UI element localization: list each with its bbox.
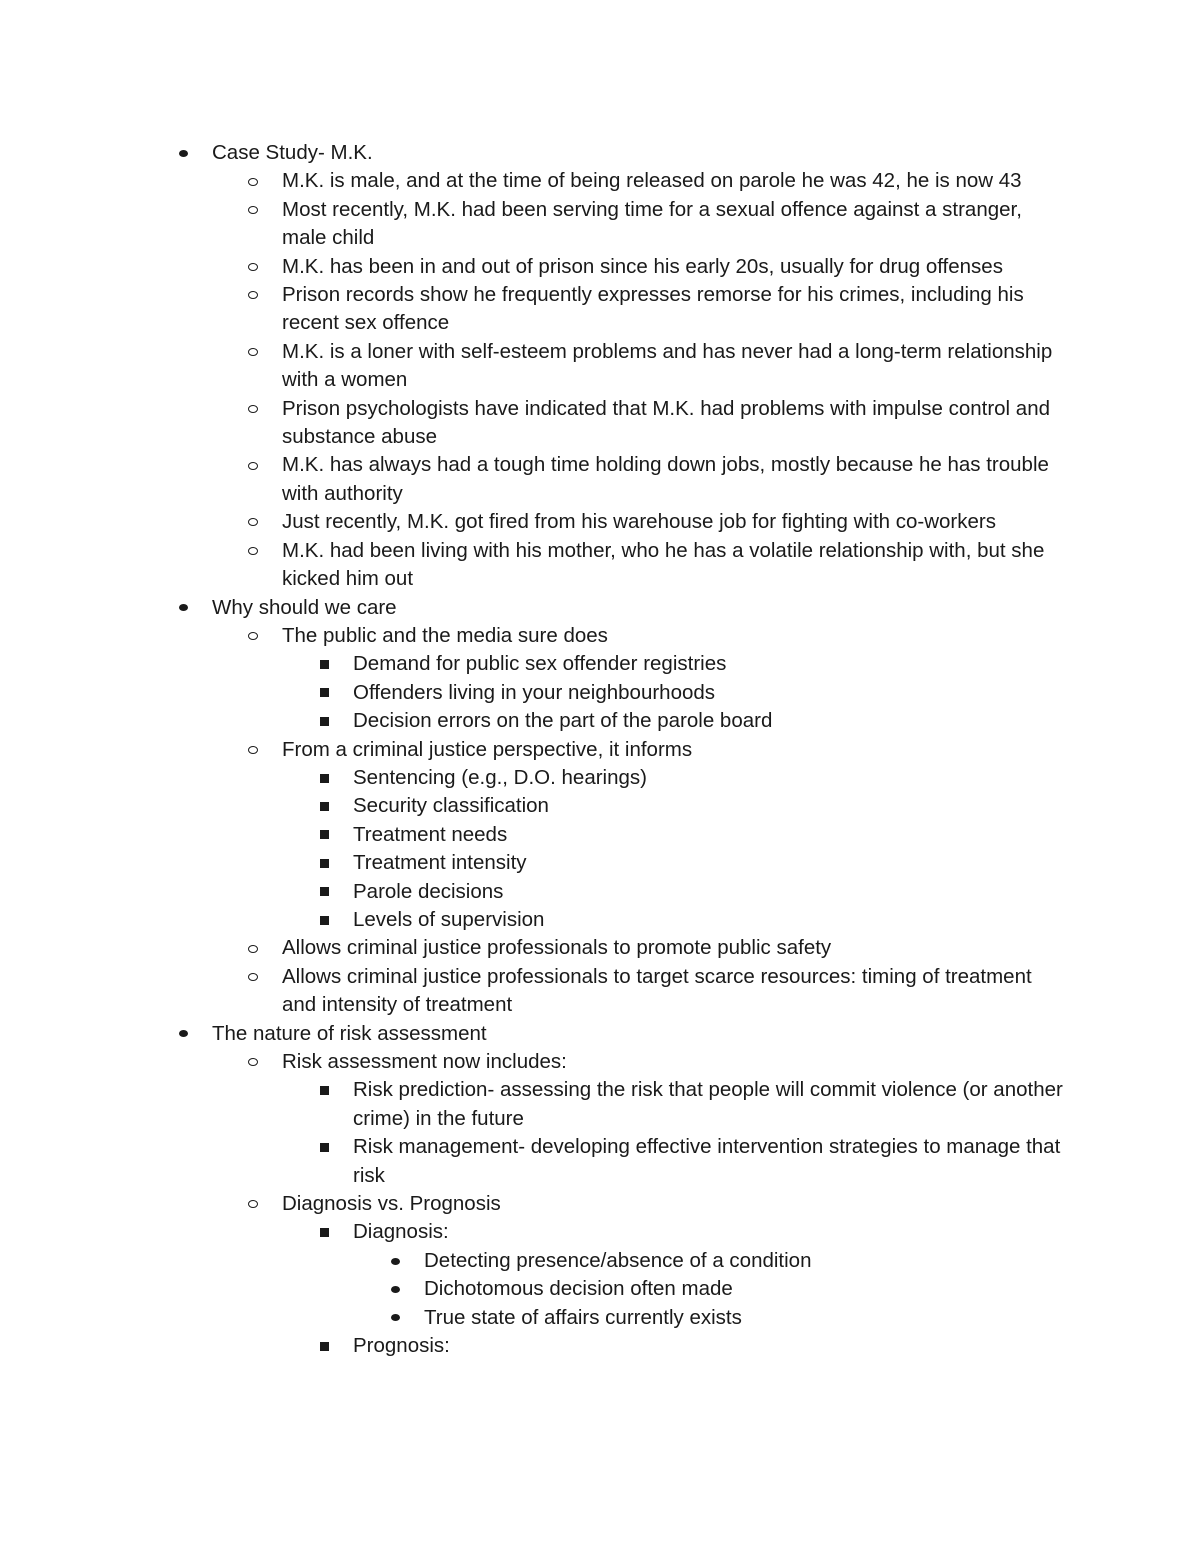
square-bullet-icon	[317, 679, 331, 707]
list-item	[353, 792, 1063, 820]
square-bullet-icon	[317, 821, 331, 849]
circle-bullet-icon	[246, 963, 260, 991]
circle-bullet-icon	[246, 508, 260, 536]
list-item	[282, 934, 1062, 962]
list-item	[282, 196, 1062, 253]
list-item	[282, 338, 1062, 395]
list-item-text: Prognosis:	[353, 1334, 450, 1358]
list-item	[282, 622, 1062, 736]
circle-bullet-icon	[246, 622, 260, 650]
square-bullet-icon	[317, 1332, 331, 1360]
list-item-text: Security classification	[353, 794, 549, 818]
circle-bullet-icon	[246, 451, 260, 479]
list-item-text: Sentencing (e.g., D.O. hearings)	[353, 765, 647, 789]
list-item	[353, 849, 1063, 877]
square-bullet-icon	[317, 878, 331, 906]
list-item-text: Prison records show he frequently expresses remorse for his crimes, including his recent sex offence	[282, 283, 1024, 335]
list-item-text: Dichotomous decision often made	[424, 1277, 733, 1301]
list-item-text: Parole decisions	[353, 879, 504, 903]
list-item-text: Risk assessment now includes:	[282, 1050, 567, 1073]
list-item-text: M.K. is a loner with self-esteem problems and has never had a long-term relationship with a women	[282, 339, 1053, 392]
square-bullet-icon	[317, 906, 331, 934]
list-item	[424, 1247, 1064, 1275]
square-bullet-icon	[317, 707, 331, 735]
list-item-text: M.K. has been in and out of prison since his early 20s, usually for drug offenses	[282, 254, 1003, 278]
document-page	[0, 139, 1200, 1360]
circle-bullet-icon	[246, 395, 260, 423]
disc-bullet-icon	[176, 139, 190, 167]
square-bullet-icon	[317, 1133, 331, 1161]
square-bullet-icon	[317, 650, 331, 678]
list-item	[282, 253, 1062, 281]
list-item	[353, 1218, 1063, 1332]
circle-bullet-icon	[246, 338, 260, 366]
list-item	[282, 395, 1062, 452]
list-item-text: True state of affairs currently exists	[424, 1305, 742, 1329]
list-item-text: M.K. is male, and at the time of being released on parole he was 42, he is now 43	[282, 169, 1022, 193]
disc-bullet-icon	[388, 1275, 402, 1303]
list-item	[424, 1304, 1064, 1332]
list-item	[282, 537, 1062, 594]
outline-list	[0, 139, 1200, 1360]
list-item	[282, 281, 1062, 338]
list-item-text: Prison psychologists have indicated that M.K. had problems with impulse control and substance abuse	[282, 396, 1051, 449]
list-item-text: Detecting presence/absence of a condition	[424, 1248, 812, 1272]
list-item	[282, 736, 1062, 935]
disc-bullet-icon	[176, 594, 190, 622]
list-item	[353, 878, 1063, 906]
circle-bullet-icon	[246, 537, 260, 565]
section-risk-assessment	[212, 1020, 1072, 1361]
list-item-text: Risk prediction- assessing the risk that people will commit violence (or another crime) in the future	[353, 1078, 1063, 1130]
list-item	[424, 1275, 1064, 1303]
list-item-text: Allows criminal justice professionals to promote public safety	[282, 936, 832, 960]
square-bullet-icon	[317, 1076, 331, 1104]
list-item	[353, 906, 1063, 934]
list-item-text: The public and the media sure does	[282, 623, 608, 647]
square-bullet-icon	[317, 764, 331, 792]
list-item	[353, 1133, 1063, 1190]
circle-bullet-icon	[246, 934, 260, 962]
circle-bullet-icon	[246, 1190, 260, 1218]
section-case-study	[212, 139, 1072, 594]
list-item	[282, 451, 1062, 508]
list-item	[353, 679, 1063, 707]
square-bullet-icon	[317, 792, 331, 820]
section-heading: Why should we care	[212, 595, 397, 619]
list-item-text: Diagnosis vs. Prognosis	[282, 1192, 501, 1216]
list-item	[353, 707, 1063, 735]
list-item-text: Diagnosis:	[353, 1220, 449, 1244]
list-item	[282, 963, 1062, 1020]
list-item	[282, 508, 1062, 536]
disc-bullet-icon	[388, 1247, 402, 1275]
square-bullet-icon	[317, 1218, 331, 1246]
list-item-text: M.K. had been living with his mother, who he has a volatile relationship with, but she kicked him out	[282, 538, 1045, 591]
list-item-text: Treatment needs	[353, 822, 508, 846]
list-item-text: Treatment intensity	[353, 851, 527, 875]
section-heading: The nature of risk assessment	[212, 1021, 487, 1045]
list-item-text: Allows criminal justice professionals to target scarce resources: timing of treatment and intensity of treatment	[282, 964, 1032, 1017]
list-item	[282, 167, 1062, 195]
disc-bullet-icon	[176, 1020, 190, 1048]
circle-bullet-icon	[246, 167, 260, 195]
list-item	[353, 764, 1063, 792]
circle-bullet-icon	[246, 281, 260, 309]
list-item-text: Offenders living in your neighbourhoods	[353, 680, 716, 704]
list-item-text: M.K. has always had a tough time holding down jobs, mostly because he has trouble with authority	[282, 453, 1049, 505]
circle-bullet-icon	[246, 196, 260, 224]
list-item	[353, 1332, 1063, 1360]
list-item	[282, 1190, 1062, 1360]
square-bullet-icon	[317, 849, 331, 877]
list-item-text: Levels of supervision	[353, 907, 545, 931]
list-item-text: Most recently, M.K. had been serving time for a sexual offence against a stranger, male child	[282, 197, 1022, 250]
list-item	[282, 1048, 1062, 1190]
list-item-text: Demand for public sex offender registries	[353, 652, 727, 676]
list-item-text: From a criminal justice perspective, it informs	[282, 737, 693, 761]
list-item	[353, 1076, 1063, 1133]
list-item	[353, 650, 1063, 678]
circle-bullet-icon	[246, 736, 260, 764]
section-why-care	[212, 594, 1072, 1020]
list-item-text: Decision errors on the part of the parole board	[353, 709, 773, 733]
disc-bullet-icon	[388, 1304, 402, 1332]
list-item	[353, 821, 1063, 849]
list-item-text: Just recently, M.K. got fired from his warehouse job for fighting with co-workers	[282, 510, 996, 534]
circle-bullet-icon	[246, 253, 260, 281]
circle-bullet-icon	[246, 1048, 260, 1076]
section-heading: Case Study- M.K.	[212, 141, 373, 164]
list-item-text: Risk management- developing effective intervention strategies to manage that risk	[353, 1135, 1061, 1187]
